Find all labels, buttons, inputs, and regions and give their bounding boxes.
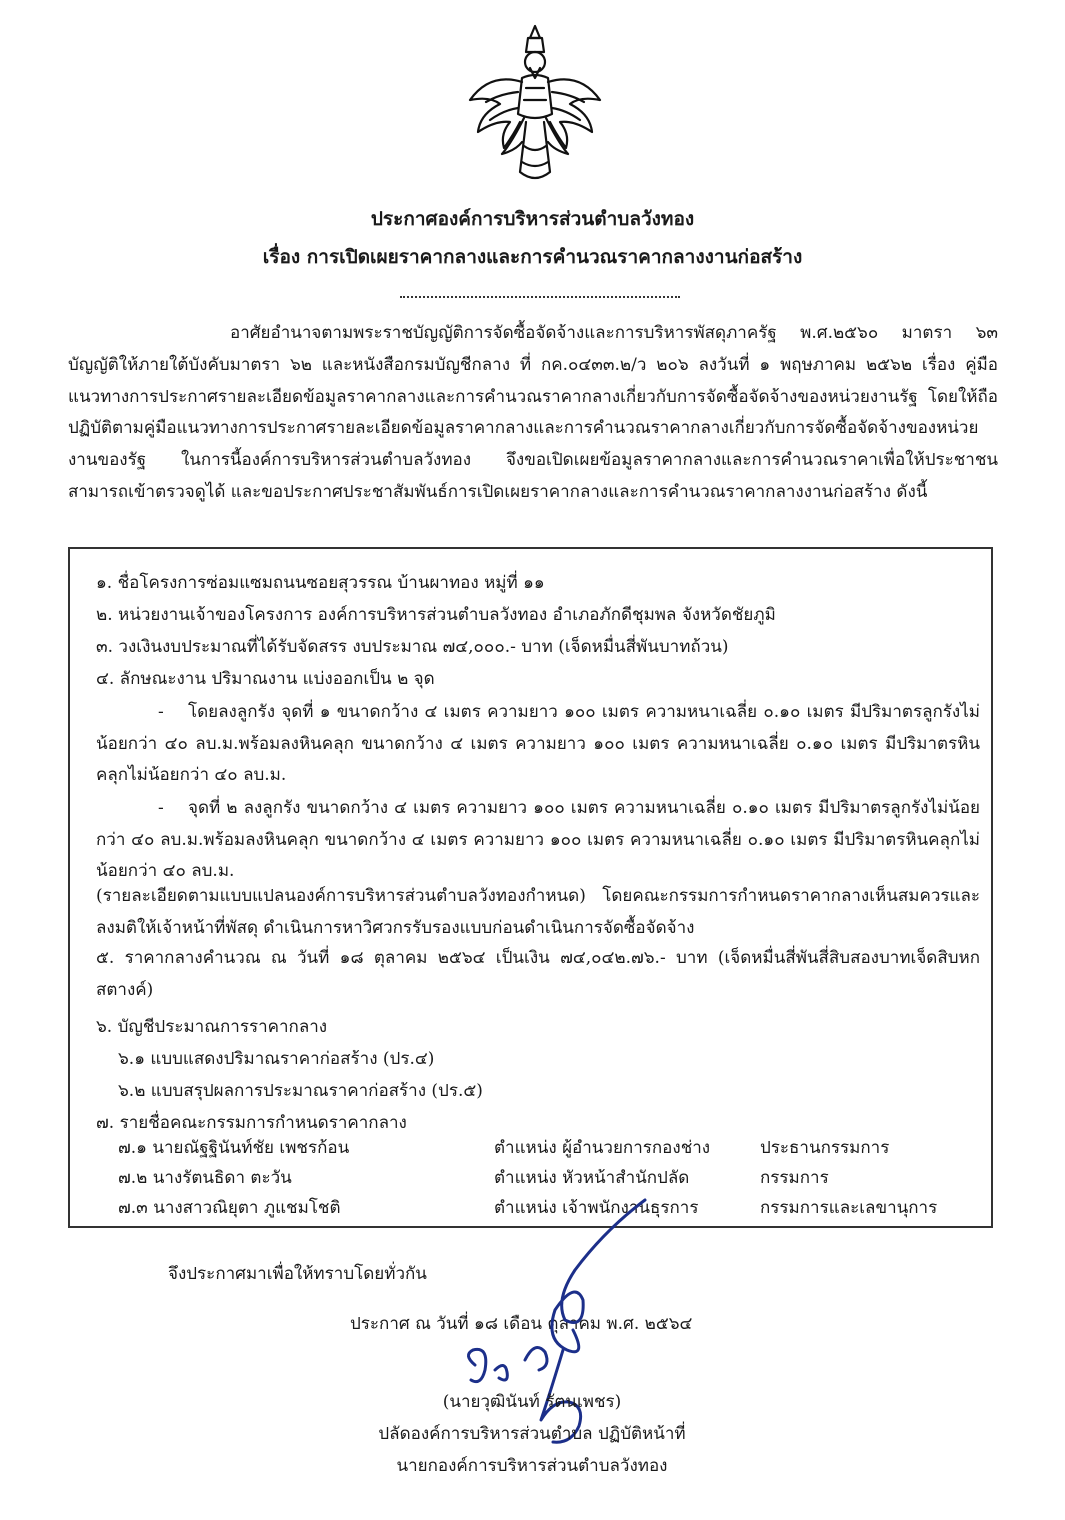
dash-bullet: - <box>158 798 164 818</box>
committee-member-position: ตำแหน่ง ผู้อำนวยการกองช่าง <box>494 1138 711 1158</box>
item-estimate-pr4: ๖.๑ แบบแสดงปริมาณราคาก่อสร้าง (ปร.๔) <box>118 1049 435 1069</box>
item-budget: ๓. วงเงินงบประมาณที่ได้รับจัดสรร งบประมาณ ๗๔,๐๐๐.- บาท (เจ็ดหมื่นสี่พันบาทถ้วน) <box>96 637 729 657</box>
median-price-text: ๕. ราคากลางคำนวณ ณ วันที่ ๑๘ ตุลาคม ๒๕๖๔ เป็นเงิน ๗๔,๐๔๒.๗๖.- บาท (เจ็ดหมื่นสี่พันสี่สิบสองบาทเจ็ดสิบหกสตางค์) <box>96 948 980 1000</box>
announcement-title: ประกาศองค์การบริหารส่วนตำบลวังทอง <box>370 208 695 230</box>
work-point-2-text: จุดที่ ๒ ลงลูกรัง ขนาดกว้าง ๔ เมตร ความยาว ๑๐๐ เมตร ความหนาเฉลี่ย ๐.๑๐ เมตร มีปริมาตรลูกรังไม่น้อยกว่า ๔๐ ลบ.ม.พร้อมลงหินคลุก ขนาดกว้าง ๔ เมตร ความยาว ๑๐๐ เมตร ความหนาเฉลี่ย ๐.๑๐ เมตร มีปริมาตรหินคลุกไม่น้อยกว่า ๔๐ ลบ.ม. <box>96 798 980 881</box>
committee-member-name: ๗.๑ นายณัฐฐินันท์ชัย เพชรก้อน <box>118 1138 350 1158</box>
item-work-note <box>96 881 980 944</box>
intro-text: อาศัยอำนาจตามพระราชบัญญัติการจัดซื้อจัดจ้างและการบริหารพัสดุภาครัฐ พ.ศ.๒๕๖๐ มาตรา ๖๓ บัญญัติให้ภายใต้บังคับมาตรา ๖๒ และหนังสือกรมบัญชีกลาง ที่ กค.๐๔๓๓.๒/ว ๒๐๖ ลงวันที่ ๑ พฤษภาคม ๒๕๖๒ เรื่อง คู่มือแนวทางการประกาศรายละเอียดข้อมูลราคากลางและการคำนวณราคากลางเกี่ยวกับการจัดซื้อจัดจ้างของหน่วยงานรัฐ โดยให้ถือปฏิบัติตามคู่มือแนวทางการประกาศรายละเอียดข้อมูลราคากลางและการคำนวณราคากลางเกี่ยวกับการจัดซื้อจัดจ้างของหน่วยงานของรัฐ ในการนี้องค์การบริหารส่วนตำบลวังทอง จึงขอเปิดเผยข้อมูลราคากลางและการคำนวณราคาเพื่อให้ประชาชนสามารถเข้าตรวจดูได้ และขอประกาศประชาสัมพันธ์การเปิดเผยราคากลางและการคำนวณราคากลางงานก่อสร้าง ดังนี้ <box>68 323 998 502</box>
signer-name: (นายวุฒินันท์ รัตนเพชร) <box>442 1392 622 1412</box>
signer-acting-title: นายกองค์การบริหารส่วนตำบลวังทอง <box>396 1456 668 1476</box>
item-median-price <box>96 943 980 1006</box>
dash-bullet: - <box>158 702 164 722</box>
garuda-emblem-icon <box>460 22 610 192</box>
intro-paragraph <box>68 318 998 509</box>
committee-member-role: กรรมการและเลขานุการ <box>760 1198 938 1218</box>
signer-title: ปลัดองค์การบริหารส่วนตำบล ปฏิบัติหน้าที่ <box>378 1424 686 1444</box>
item-committee-heading: ๗. รายชื่อคณะกรรมการกำหนดราคากลาง <box>96 1113 407 1133</box>
item-work-point-2 <box>96 793 980 888</box>
work-note-text: (รายละเอียดตามแบบแปลนองค์การบริหารส่วนตำบลวังทองกำหนด) โดยคณะกรรมการกำหนดราคากลางเห็นสมควรและลงมติให้เจ้าหน้าที่พัสดุ ดำเนินการหาวิศวกรรับรองแบบก่อนดำเนินการจัดซื้อจัดจ้าง <box>96 886 980 938</box>
committee-member-role: กรรมการ <box>760 1168 829 1188</box>
announcement-subject: เรื่อง การเปิดเผยราคากลางและการคำนวณราคากลางงานก่อสร้าง <box>262 246 803 268</box>
committee-member-name: ๗.๓ นางสาวณิยุตา ภูแชมโชติ <box>118 1198 341 1218</box>
committee-member-position: ตำแหน่ง เจ้าพนักงานธุรการ <box>494 1198 699 1218</box>
announcement-date: ประกาศ ณ วันที่ ๑๘ เดือน ตุลาคม พ.ศ. ๒๕๖๔ <box>350 1314 693 1334</box>
work-point-1-text: โดยลงลูกรัง จุดที่ ๑ ขนาดกว้าง ๔ เมตร ความยาว ๑๐๐ เมตร ความหนาเฉลี่ย ๐.๑๐ เมตร มีปริมาตรลูกรังไม่น้อยกว่า ๔๐ ลบ.ม.พร้อมลงหินคลุก ขนาดกว้าง ๔ เมตร ความยาว ๑๐๐ เมตร ความหนาเฉลี่ย ๐.๑๐ เมตร มีปริมาตรหินคลุกไม่น้อยกว่า ๔๐ ลบ.ม. <box>96 702 980 785</box>
committee-member-name: ๗.๒ นางรัตนธิดา ตะวัน <box>118 1168 292 1188</box>
item-work-point-1 <box>96 697 980 792</box>
item-project-name: ๑. ชื่อโครงการซ่อมแซมถนนซอยสุวรรณ บ้านผาทอง หมู่ที่ ๑๑ <box>96 573 545 593</box>
committee-member-role: ประธานกรรมการ <box>760 1138 890 1158</box>
closing-statement: จึงประกาศมาเพื่อให้ทราบโดยทั่วกัน <box>168 1264 427 1284</box>
item-estimate-list: ๖. บัญชีประมาณการราคากลาง <box>96 1017 328 1037</box>
item-work-type: ๔. ลักษณะงาน ปริมาณงาน แบ่งออกเป็น ๒ จุด <box>96 669 435 689</box>
committee-member-position: ตำแหน่ง หัวหน้าสำนักปลัด <box>494 1168 690 1188</box>
item-estimate-pr5: ๖.๒ แบบสรุปผลการประมาณราคาก่อสร้าง (ปร.๕) <box>118 1081 483 1101</box>
dotted-divider <box>400 288 680 298</box>
item-agency: ๒. หน่วยงานเจ้าของโครงการ องค์การบริหารส่วนตำบลวังทอง อำเภอภักดีชุมพล จังหวัดชัยภูมิ <box>96 605 776 625</box>
